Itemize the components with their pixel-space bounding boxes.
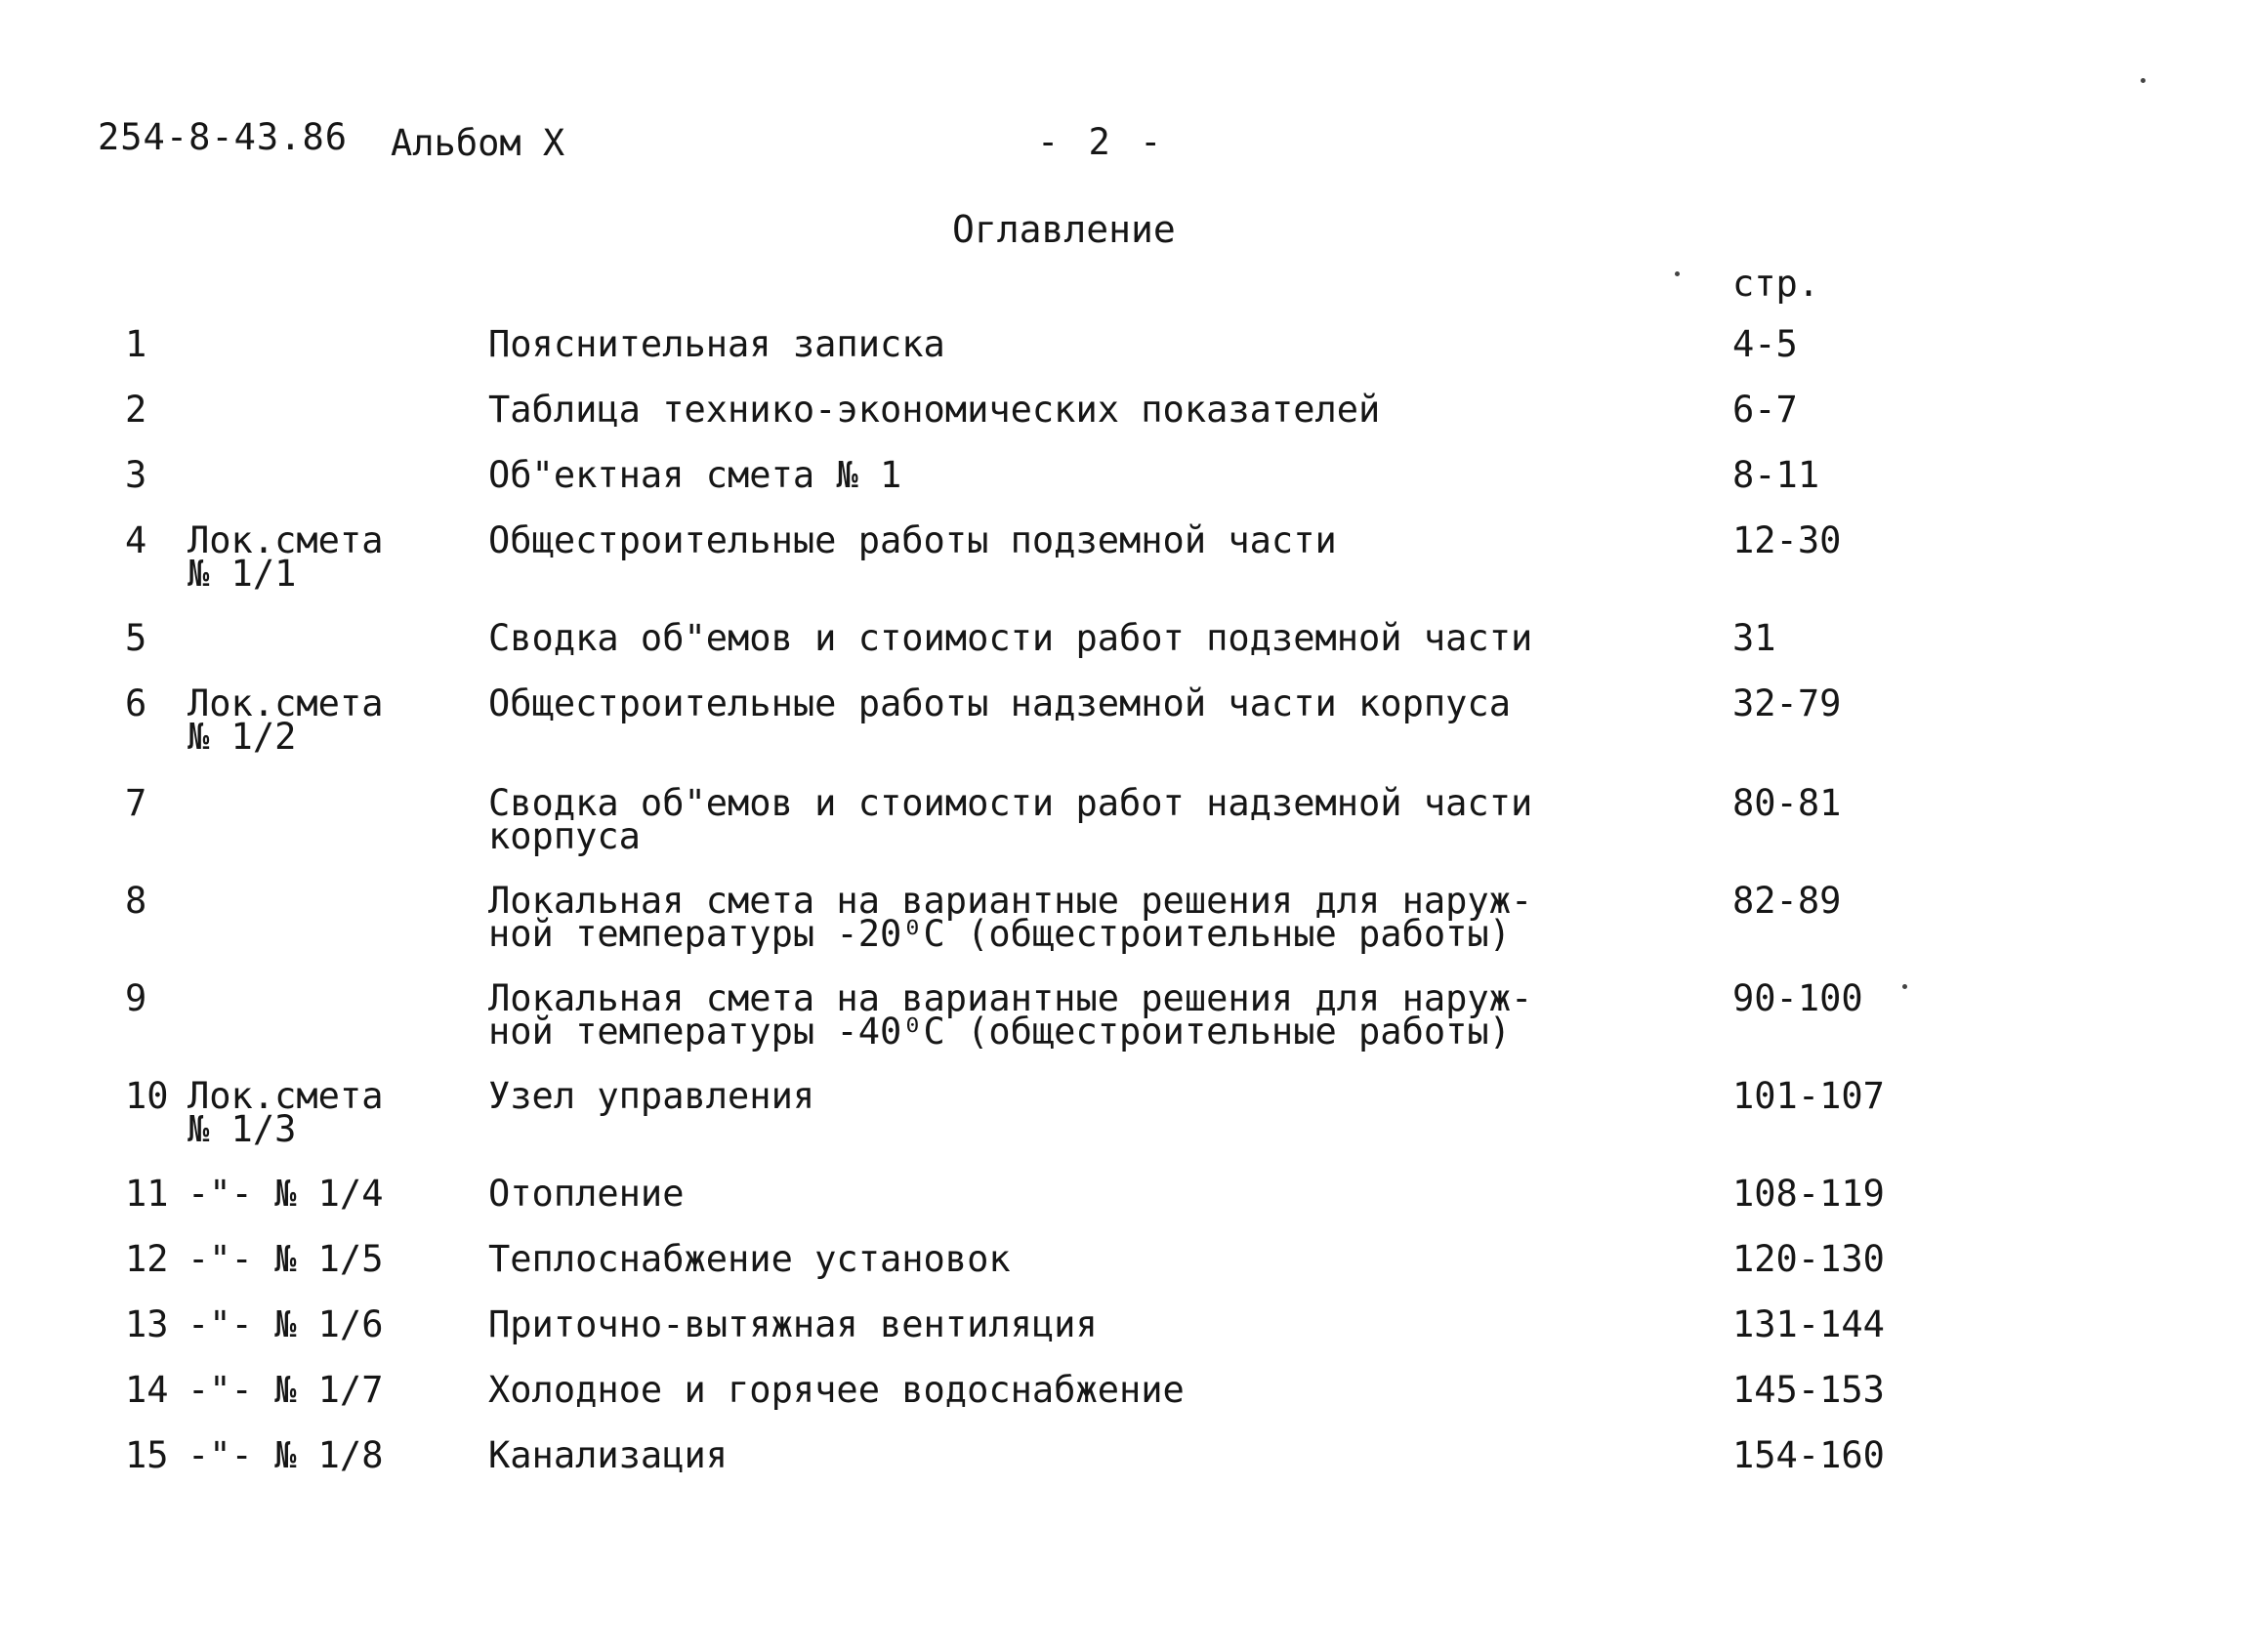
toc-entry-pages: 120-130 (1732, 1238, 1885, 1280)
toc-entry-pages: 145-153 (1732, 1369, 1885, 1411)
page-number: - 2 - (1037, 121, 1166, 163)
toc-entry-ref: -"- № 1/4 (188, 1173, 384, 1215)
toc-entry-number: 12 (125, 1238, 169, 1280)
toc-entry-title: Отопление (488, 1173, 685, 1215)
toc-entry-title: Узел управления (488, 1075, 815, 1117)
toc-entry-number: 7 (125, 782, 147, 824)
toc-entry-number: 3 (125, 454, 147, 496)
toc-entry-pages: 8-11 (1732, 454, 1820, 496)
toc-title: Оглавление (952, 208, 1176, 251)
toc-entry-title: Таблица технико-экономических показателей (488, 389, 1381, 431)
toc-entry-title: Теплоснабжение установок (488, 1238, 1011, 1280)
toc-entry-pages: 154-160 (1732, 1434, 1885, 1476)
toc-entry-title: Сводка об"емов и стоимости работ подземной части (488, 617, 1533, 659)
document-code: 254-8-43.86 (98, 116, 349, 158)
toc-entry-number: 5 (125, 617, 147, 659)
toc-entry-pages: 32-79 (1732, 682, 1842, 724)
scan-speck (1675, 271, 1680, 276)
album-label: Альбом X (391, 122, 565, 164)
toc-entry-title: Канализация (488, 1434, 729, 1476)
toc-entry-ref: Лок.смета № 1/1 (188, 519, 384, 595)
toc-entry-number: 14 (125, 1369, 169, 1411)
toc-entry-title: Сводка об"емов и стоимости работ надземной части корпуса (488, 782, 1533, 857)
toc-entry-pages: 4-5 (1732, 323, 1798, 365)
toc-entry-ref: -"- № 1/8 (188, 1434, 384, 1476)
toc-entry-title: Общестроительные работы надземной части корпуса (488, 682, 1511, 724)
toc-entry-pages: 80-81 (1732, 782, 1842, 824)
toc-entry-ref: -"- № 1/5 (188, 1238, 384, 1280)
toc-entry-number: 4 (125, 519, 147, 561)
toc-entry-pages: 82-89 (1732, 880, 1842, 922)
toc-entry-number: 6 (125, 682, 147, 724)
scan-speck (2141, 78, 2146, 83)
toc-entry-number: 8 (125, 880, 147, 922)
toc-entry-title: Холодное и горячее водоснабжение (488, 1369, 1185, 1411)
toc-entry-pages: 12-30 (1732, 519, 1842, 561)
toc-entry-number: 11 (125, 1173, 169, 1215)
toc-entry-ref: -"- № 1/6 (188, 1303, 384, 1345)
toc-entry-number: 13 (125, 1303, 169, 1345)
toc-entry-ref: Лок.смета № 1/2 (188, 682, 384, 758)
toc-entry-number: 1 (125, 323, 147, 365)
toc-entry-title: Локальная смета на вариантные решения для наруж- ной температуры -20⁰С (общестроительные работы) (488, 880, 1533, 955)
toc-entry-ref: -"- № 1/7 (188, 1369, 384, 1411)
toc-entry-ref: Лок.смета № 1/3 (188, 1075, 384, 1150)
toc-entry-number: 15 (125, 1434, 169, 1476)
toc-entry-title: Общестроительные работы подземной части (488, 519, 1337, 561)
toc-entry-pages: 31 (1732, 617, 1776, 659)
page-column-label: стр. (1732, 263, 1820, 305)
toc-entry-pages: 101-107 (1732, 1075, 1885, 1117)
toc-entry-title: Пояснительная записка (488, 323, 945, 365)
toc-entry-title: Приточно-вытяжная вентиляция (488, 1303, 1098, 1345)
toc-entry-title: Локальная смета на вариантные решения для наруж- ной температуры -40⁰С (общестроительные работы) (488, 977, 1533, 1053)
toc-entry-number: 2 (125, 389, 147, 431)
toc-entry-number: 10 (125, 1075, 169, 1117)
toc-entry-title: Об"ектная смета № 1 (488, 454, 902, 496)
toc-entry-pages: 131-144 (1732, 1303, 1885, 1345)
toc-entry-pages: 108-119 (1732, 1173, 1885, 1215)
toc-entry-number: 9 (125, 977, 147, 1019)
toc-entry-pages: 90-100 (1732, 977, 1863, 1019)
scan-speck (1902, 984, 1907, 989)
toc-entry-pages: 6-7 (1732, 389, 1798, 431)
